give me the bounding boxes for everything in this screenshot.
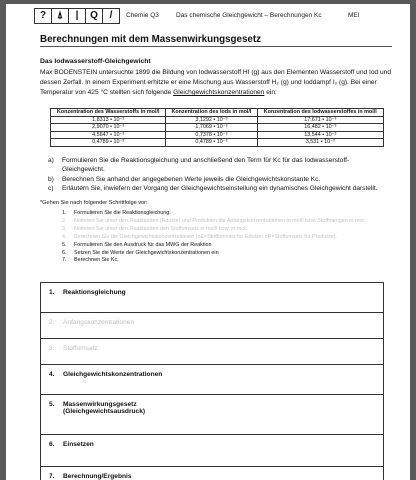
task-letter: b) <box>48 175 54 183</box>
column-header: Konzentration des Iods in mol/l <box>166 109 257 117</box>
title-divider <box>40 46 392 47</box>
task-text: Berechnen Sie anhand der angegebenen Werte jeweils die Gleichgewichtskonstante Kc. <box>62 175 321 183</box>
table-row <box>51 124 384 132</box>
header-course: Chemie Q3 <box>126 12 159 19</box>
table-cell: 1,8313 • 10⁻³ <box>51 116 166 124</box>
answer-box-result[interactable]: 7. Berechnung/Ergebnis <box>49 473 132 480</box>
step-item: 1. Formulieren Sie die Reaktionsgleichung. <box>62 210 171 216</box>
task-letter: c) <box>48 185 54 193</box>
page-header <box>6 4 410 30</box>
table-cell: 16,482 • 10⁻³ <box>257 124 384 132</box>
column-header: Konzentration des Iodwasserstoffes in mol/l <box>257 109 384 117</box>
flask-icon: ⍋ <box>52 9 69 23</box>
answer-box-reaction[interactable]: 1. Reaktionsgleichung <box>41 283 383 313</box>
table-row <box>51 116 384 124</box>
page-title: Berechnungen mit dem Massenwirkungsgesetz <box>40 34 262 45</box>
step-item: 5. Formulieren Sie den Ausdruck für das MWG der Reaktion <box>62 241 212 248</box>
header-author: MEI <box>348 12 360 19</box>
answer-boxes <box>40 282 384 480</box>
step-item: 7. Berechnen Sie Kc. <box>62 257 119 264</box>
table-cell: 0,4789 • 10⁻³ <box>51 139 166 147</box>
table-cell: 17,671 • 10⁻³ <box>257 116 384 124</box>
section-heading: Das Iodwasserstoff-Gleichgewicht <box>40 58 151 65</box>
table-cell: 4,5647 • 10⁻³ <box>51 131 166 139</box>
test-tube-icon: | <box>69 9 86 23</box>
task-letter: a) <box>48 157 54 164</box>
magnifier-icon: Q <box>86 9 103 23</box>
task-text: Formulieren Sie die Reaktionsgleichung und anschließend den Term für Kc für das Iodwasserstoff-Gleichgewicht. <box>62 157 350 174</box>
step-item: 4. Berechnen Sie die Gleichgewichtskonzentrationen (nE=Stoffumsatz für Edukte; nP=Stoffumsatz für Produkte). <box>62 233 337 240</box>
task-list <box>48 156 388 194</box>
document-page <box>6 4 410 480</box>
column-header: Konzentration des Wasserstoffs in mol/l <box>51 109 166 117</box>
step-item: 2. Notieren Sie unter den Reaktanden (Edukte) und Produkten die Anfangskonzentrationen in mol/l bzw. Stoffmengen in mol. <box>62 217 366 224</box>
task-item <box>48 184 388 193</box>
step-item: 6. Setzen Sie die Werte der Gleichgewichtskonzentrationen ein <box>62 249 219 256</box>
table-cell: 2,9070 • 10⁻³ <box>51 124 166 132</box>
answer-box-mwg[interactable]: 5. Massenwirkungsgesetz (Gleichgewichtsausdruck) <box>41 395 383 435</box>
question-icon: ? <box>35 9 52 23</box>
task-item <box>48 156 388 175</box>
answer-box-turnover[interactable]: 3. Stoffumsatz <box>41 339 383 365</box>
table-cell: 13,544 • 10⁻³ <box>257 131 384 139</box>
step-item: 3. Notieren Sie unter den Reaktanden den Stoffumsatz in mol/l bzw. in mol. <box>62 225 248 232</box>
answer-box-insert[interactable]: 6. Einsetzen <box>41 435 383 467</box>
task-item <box>48 175 388 184</box>
table-row <box>51 131 384 139</box>
task-text: Erläutern Sie, inwiefern der Vorgang der Gleichgewichtseinstellung ein dynamisches Gleichgewicht darstellt. <box>62 185 378 193</box>
header-topic: Das chemische Gleichgewicht – Berechnungen Kc <box>176 12 322 19</box>
answer-box-initial[interactable]: 2. Anfangskonzentrationen <box>41 313 383 339</box>
table-cell: 3,531 • 10⁻³ <box>257 139 384 147</box>
table-row <box>51 139 384 147</box>
table-cell: 0,7378 • 10⁻³ <box>166 131 257 139</box>
procedure-steps <box>62 210 382 265</box>
table-cell: 0,4789 • 10⁻³ <box>166 139 257 147</box>
intro-paragraph: Max BODENSTEIN untersuchte 1899 die Bildung von Iodwasserstoff HI (g) aus den Elementen Wasserstoff und Iod und dessen Zerfall. In einem Experiment erhitzte er eine Mischung aus Wasserstoff H₂ (g) und Ioddampf I₂ (g). Bei einer Temperatur von 425 °C stellten sich folgende Gleichgewichtskonzentrationen ein: <box>40 69 391 96</box>
procedure-hint: *Gehen Sie nach folgender Schrittfolge vor: <box>40 200 148 206</box>
table-cell: 1,7069 • 10⁻³ <box>166 124 257 132</box>
answer-box-equilibrium[interactable]: 4. Gleichgewichtskonzentrationen <box>41 365 383 395</box>
pencil-icon: / <box>109 10 113 21</box>
concentration-table <box>50 108 384 147</box>
table-cell: 3,1292 • 10⁻³ <box>166 116 257 124</box>
activity-icon-strip <box>34 8 120 24</box>
table-header-row <box>51 109 384 117</box>
